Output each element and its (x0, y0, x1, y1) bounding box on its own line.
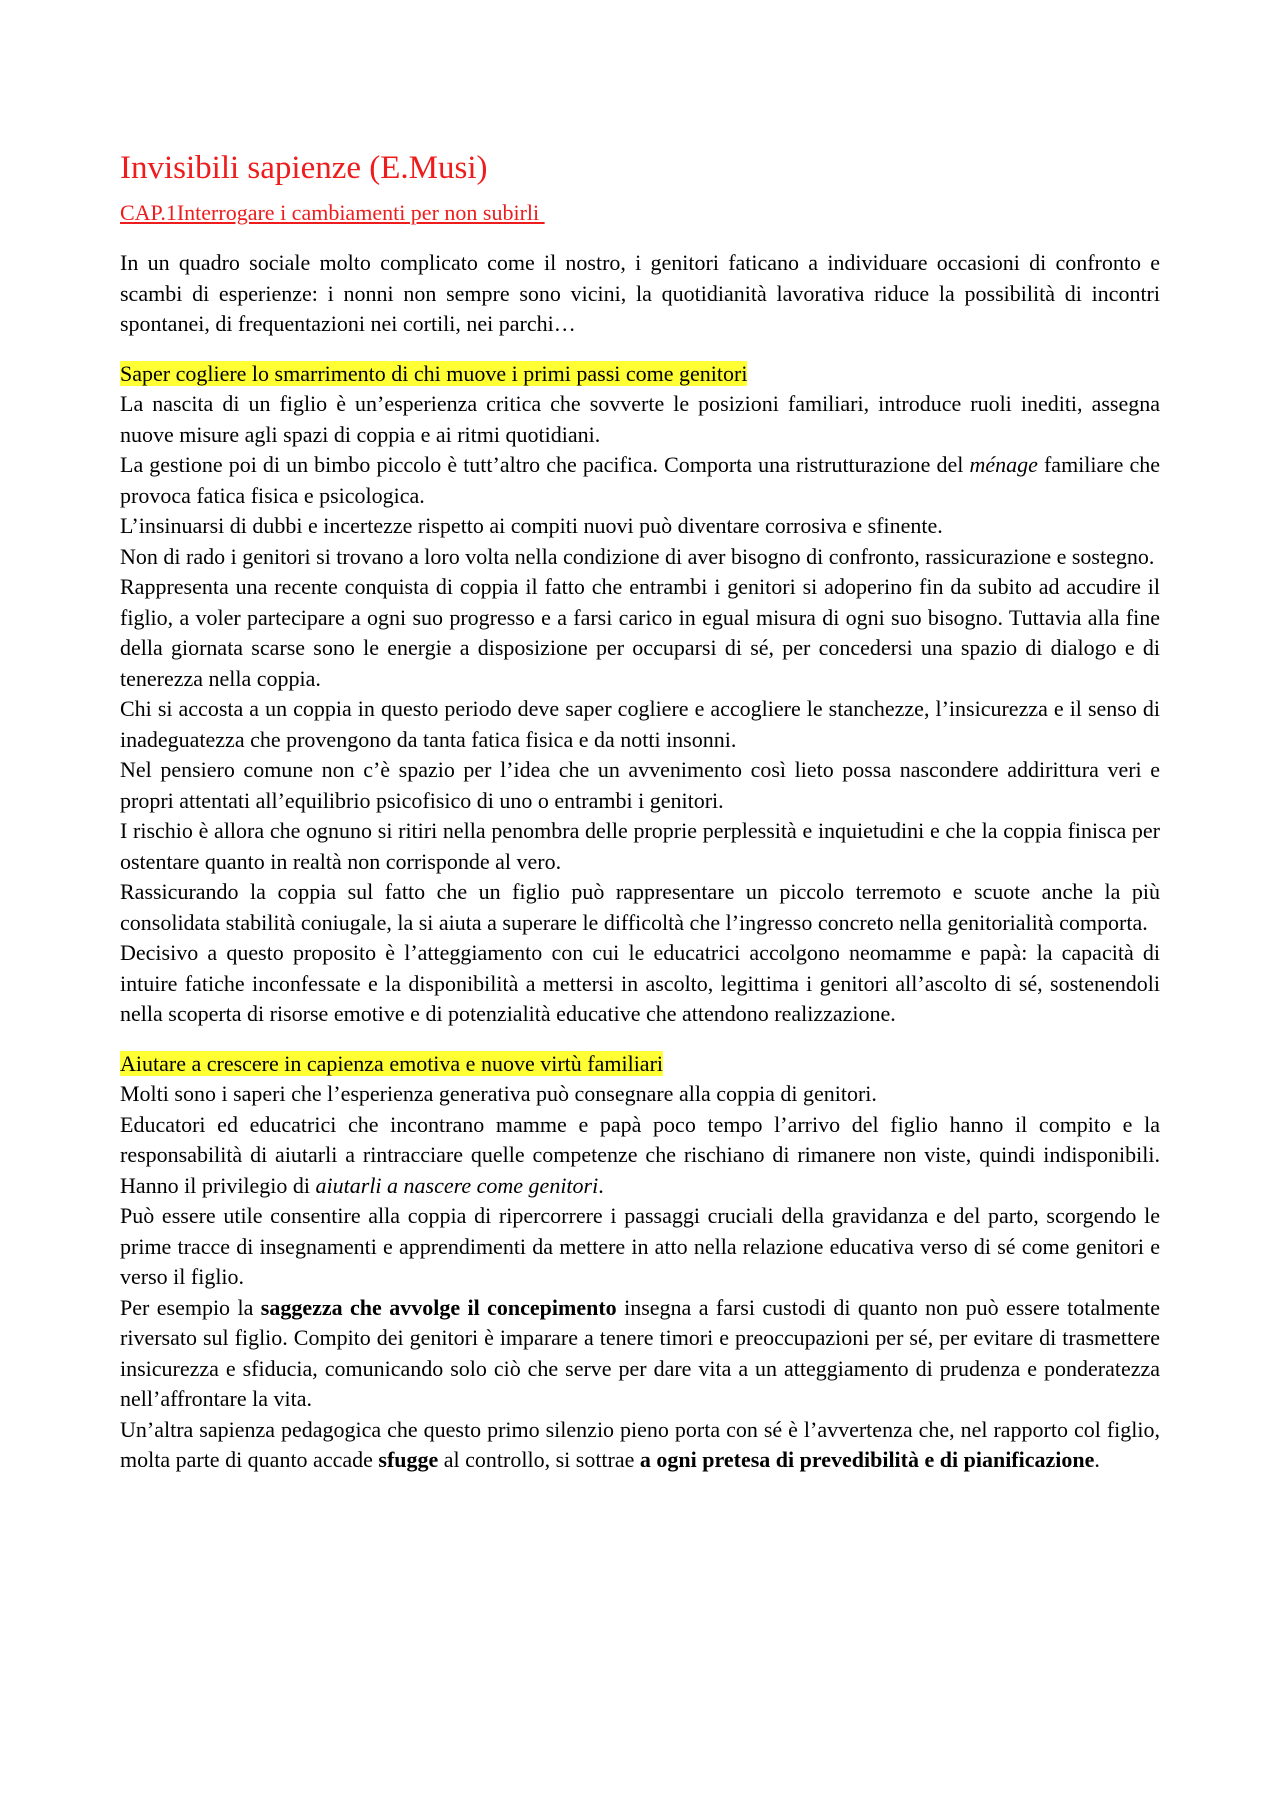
section1-paragraph-1: La nascita di un figlio è un’esperienza critica che sovverte le posizioni familiari, introduce ruoli inediti, assegna nuove misure agli spazi di coppia e ai ritmi quotidiani. (120, 391, 1160, 447)
section-spacer (120, 1030, 1160, 1049)
chapter-heading: CAP.1Interrogare i cambiamenti per non subirli (120, 200, 545, 225)
section2-paragraph-5 (120, 1415, 1160, 1476)
section2-paragraph-4-a: Per esempio la (120, 1294, 261, 1320)
section2-paragraph-5-bold-1: sfugge (378, 1447, 439, 1472)
section2-paragraph-2-a: Educatori ed educatrici che incontrano mamme e papà poco tempo l’arrivo del figlio hanno il compito e la responsabilità di aiutarli a rintracciare quelle competenze che rischiano di rimanere non viste, quindi indisponibili. Hanno il privilegio di (120, 1111, 1160, 1198)
section-heading-2 (120, 1049, 1160, 1080)
section1-paragraph-6: Chi si accosta a un coppia in questo periodo deve saper cogliere e accogliere le stanchezze, l’insicurezza e il senso di inadeguatezza che provengono da tanta fatica fisica e da notti insonni. (120, 696, 1160, 752)
document-title: Invisibili sapienze (E.Musi) (120, 150, 488, 186)
section1-paragraph-5: Rappresenta una recente conquista di coppia il fatto che entrambi i genitori si adoperino fin da subito ad accudire il figlio, a voler partecipare a ogni suo progresso e a farsi carico in egual misura di ogni suo bisogno. Tuttavia alla fine della giornata scarse sono le energie a disposizione per occuparsi di sé, per concedersi una spazio di dialogo e di tenerezza nella coppia. (120, 574, 1160, 691)
section1-paragraph-4: Non di rado i genitori si trovano a loro volta nella condizione di aver bisogno di confronto, rassicurazione e sostegno. (120, 543, 1155, 569)
section2-paragraph-2-b: . (598, 1172, 604, 1198)
section2-paragraph-1: Molti sono i saperi che l’esperienza generativa può consegnare alla coppia di genitori. (120, 1081, 877, 1106)
section-heading-1 (120, 359, 1160, 390)
section2-paragraph-5-bold-2: a ogni pretesa di prevedibilità e di pianificazione (639, 1447, 1095, 1472)
section1-paragraph-3: L’insinuarsi di dubbi e incertezze rispetto ai compiti nuovi può diventare corrosiva e sfinente. (120, 513, 943, 538)
intro-paragraph: In un quadro sociale molto complicato come il nostro, i genitori faticano a individuare occasioni di confronto e scambi di esperienze: i nonni non sempre sono vicini, la quotidianità lavorativa riduce la possibilità di incontri spontanei, di frequentazioni nei cortili, nei parchi… (120, 250, 1160, 336)
section2-paragraph-3: Può essere utile consentire alla coppia di ripercorrere i passaggi cruciali della gravidanza e del parto, scorgendo le prime tracce di insegnamenti e apprendimenti da mettere in atto nella relazione educativa verso di sé come genitori e verso il figlio. (120, 1203, 1160, 1289)
section1-paragraph-2-b: familiare che provoca fatica fisica e psicologica. (120, 452, 1160, 508)
section1-paragraph-2-a: La gestione poi di un bimbo piccolo è tutt’altro che pacifica. Comporta una ristrutturazione del (120, 452, 970, 477)
section-heading-1-text: Saper cogliere lo smarrimento di chi muove i primi passi come genitori (120, 360, 748, 386)
section2-paragraph-4 (120, 1293, 1160, 1415)
section2-paragraph-4-bold: saggezza che avvolge il concepimento (260, 1294, 617, 1320)
section1-paragraph-9: Rassicurando la coppia sul fatto che un figlio può rappresentare un piccolo terremoto e scuote anche la più consolidata stabilità coniugale, la si aiuta a superare le difficoltà che l’ingresso concreto nella genitorialità comporta. (120, 879, 1160, 935)
section1-paragraph-7: Nel pensiero comune non c’è spazio per l’idea che un avvenimento così lieto possa nascondere addirittura veri e propri attentati all’equilibrio psicofisico di uno o entrambi i genitori. (120, 757, 1160, 813)
section-heading-2-text: Aiutare a crescere in capienza emotiva e nuove virtù familiari (120, 1050, 664, 1076)
section2-paragraph-2 (120, 1110, 1160, 1202)
section2-paragraph-5-b: al controllo, si sottrae (438, 1447, 640, 1472)
section1-paragraph-8: I rischio è allora che ognuno si ritiri nella penombra delle proprie perplessità e inquietudini e che la coppia finisca per ostentare quanto in realtà non corrisponde al vero. (120, 818, 1160, 874)
section2-paragraph-5-c: . (1094, 1447, 1100, 1472)
section2-paragraph-5-a: Un’altra sapienza pedagogica che questo primo silenzio pieno porta con sé è l’avvertenza che, nel rapporto col figlio, molta parte di quanto accade (120, 1416, 1160, 1472)
section1-paragraph-2 (120, 450, 1160, 511)
section2-paragraph-2-emphasis: aiutarli a nascere come genitori (315, 1172, 599, 1198)
document-page (120, 148, 1160, 1476)
section1-paragraph-2-emphasis: ménage (969, 452, 1038, 477)
section1-paragraph-10: Decisivo a questo proposito è l’atteggiamento con cui le educatrici accolgono neomamme e papà: la capacità di intuire fatiche inconfessate e la disponibilità a mettersi in ascolto, legittima i genitori all’ascolto di sé, sostenendoli nella scoperta di risorse emotive e di potenzialità educative che attendono realizzazione. (120, 940, 1160, 1026)
section2-paragraph-4-b: insegna a farsi custodi di quanto non può essere totalmente riversato sul figlio. Compito dei genitori è imparare a tenere timori e preoccupazioni per sé, per evitare di trasmettere insicurezza e sfiducia, comunicando solo ciò che serve per dare vita a un atteggiamento di prudenza e ponderatezza nell’affrontare la vita. (120, 1294, 1160, 1411)
